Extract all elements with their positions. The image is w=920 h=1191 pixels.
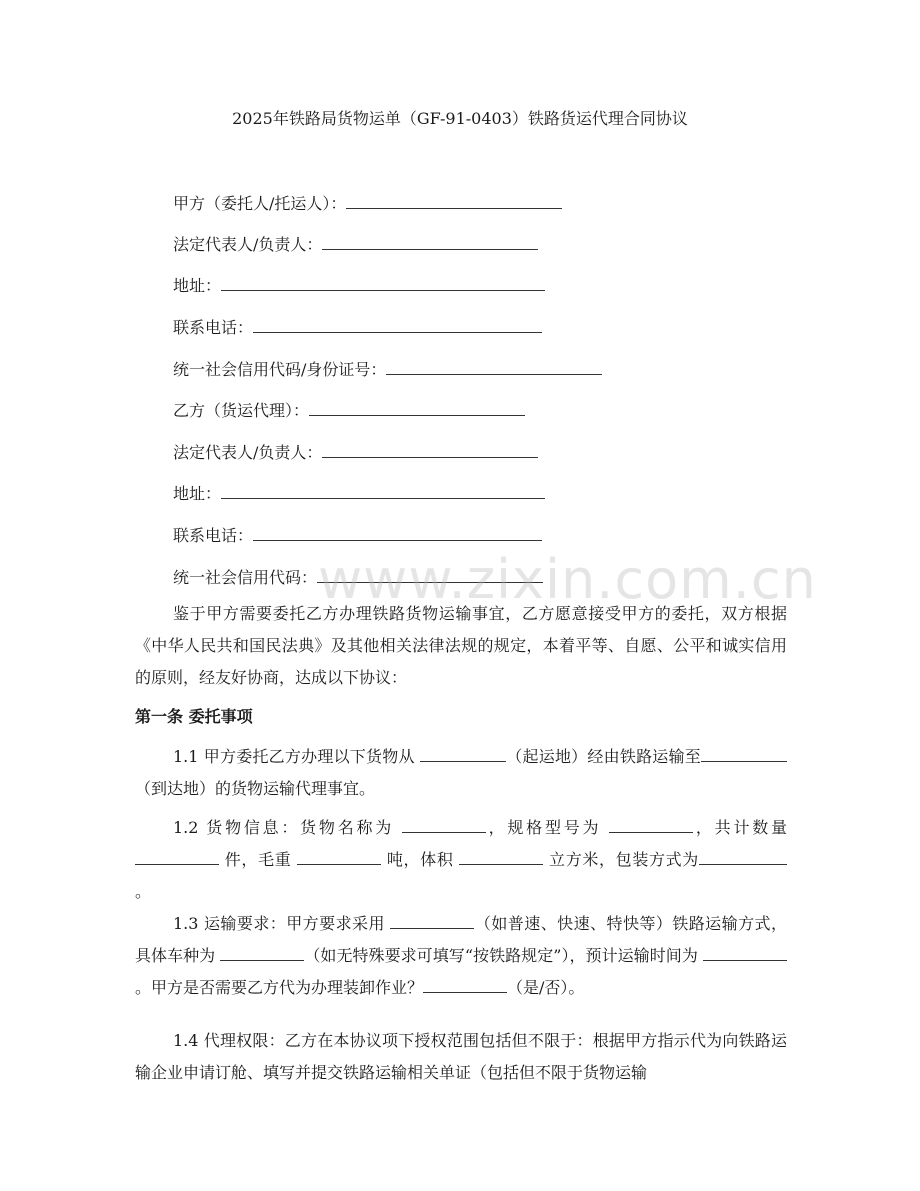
party-b-address-field bbox=[173, 481, 545, 505]
clause-1-3-text-d: 。甲方是否需要乙方代为办理装卸作业？ bbox=[135, 978, 424, 997]
party-b-credit-field bbox=[173, 565, 543, 589]
cargo-name-blank[interactable] bbox=[402, 815, 486, 833]
clause-1-1-text-a: 1.1 甲方委托乙方办理以下货物从 bbox=[173, 747, 421, 766]
party-a-address-field bbox=[173, 273, 545, 297]
party-a-name-blank[interactable] bbox=[346, 191, 562, 209]
party-a-name-label: 甲方（委托人/托运人）： bbox=[173, 194, 347, 213]
party-a-credit-field bbox=[173, 357, 602, 381]
cargo-spec-blank[interactable] bbox=[609, 815, 693, 833]
party-b-credit-label: 统一社会信用代码： bbox=[173, 568, 318, 587]
party-b-name-blank[interactable] bbox=[309, 398, 525, 416]
party-b-rep-field bbox=[173, 440, 538, 464]
clause-1-2-text-a: 1.2 货物信息：货物名称为 bbox=[173, 818, 402, 837]
party-a-credit-label: 统一社会信用代码/身份证号： bbox=[173, 360, 387, 379]
packaging-blank[interactable] bbox=[699, 847, 787, 865]
party-a-credit-blank[interactable] bbox=[386, 357, 602, 375]
party-b-phone-blank[interactable] bbox=[253, 523, 542, 541]
party-a-rep-label: 法定代表人/负责人： bbox=[173, 235, 323, 254]
clause-1-4: 1.4 代理权限：乙方在本协议项下授权范围包括但不限于：根据甲方指示代为向铁路运输企业申请订舱、填写并提交铁路运输相关单证（包括但不限于货物运输 bbox=[135, 1031, 787, 1082]
wagon-type-blank[interactable] bbox=[220, 943, 304, 961]
clause-1-2-text-d: 件，毛重 bbox=[219, 850, 298, 869]
watermark-logo: www.zixin.com.cn bbox=[318, 548, 817, 611]
party-b-phone-field bbox=[173, 523, 542, 547]
party-a-address-blank[interactable] bbox=[221, 273, 545, 291]
party-b-name-label: 乙方（货运代理）： bbox=[173, 401, 310, 420]
party-a-phone-blank[interactable] bbox=[253, 315, 542, 333]
party-a-name-field bbox=[173, 191, 562, 215]
clause-1-3 bbox=[135, 908, 787, 1004]
party-a-address-label: 地址： bbox=[173, 276, 222, 295]
clause-1-2-text-c: ，共计数量 bbox=[693, 818, 787, 837]
destination-blank[interactable] bbox=[701, 744, 787, 762]
origin-blank[interactable] bbox=[420, 744, 506, 762]
preamble-paragraph: 鉴于甲方需要委托乙方办理铁路货物运输事宜，乙方愿意接受甲方的委托，双方根据《中华人民共和国民法典》及其他相关法律法规的规定，本着平等、自愿、公平和诚实信用的原则，经友好协商，达成以下协议： bbox=[135, 604, 787, 687]
party-b-address-label: 地址： bbox=[173, 484, 222, 503]
clause-1-3-text-e: （是/否）。 bbox=[507, 978, 585, 997]
clause-1-1-text-c: （到达地）的货物运输代理事宜。 bbox=[135, 779, 376, 798]
cargo-volume-blank[interactable] bbox=[459, 847, 543, 865]
transport-mode-blank[interactable] bbox=[390, 911, 474, 929]
clause-1-1-text-b: （起运地）经由铁路运输至 bbox=[506, 747, 701, 766]
party-b-credit-blank[interactable] bbox=[317, 565, 543, 583]
clause-1-2-text-b: ，规格型号为 bbox=[485, 818, 610, 837]
clause-1-3-text-a: 1.3 运输要求：甲方要求采用 bbox=[173, 914, 391, 933]
cargo-weight-blank[interactable] bbox=[297, 847, 381, 865]
clause-1-2-text-f: 立方米，包装方式为 bbox=[543, 850, 699, 869]
party-a-rep-field bbox=[173, 232, 538, 256]
party-b-address-blank[interactable] bbox=[221, 481, 545, 499]
party-b-phone-label: 联系电话： bbox=[173, 526, 254, 545]
document-title: 2025年铁路局货物运单（GF-91-0403）铁路货运代理合同协议 bbox=[232, 109, 688, 128]
clause-1-1 bbox=[135, 741, 787, 805]
clause-1-2-text-e: 吨，体积 bbox=[381, 850, 460, 869]
party-a-phone-label: 联系电话： bbox=[173, 318, 254, 337]
cargo-quantity-blank[interactable] bbox=[135, 847, 219, 865]
article-1-heading: 第一条 委托事项 bbox=[135, 707, 253, 726]
party-b-rep-label: 法定代表人/负责人： bbox=[173, 443, 323, 462]
party-a-rep-blank[interactable] bbox=[322, 232, 538, 250]
clause-1-3-text-c: （如无特殊要求可填写“按铁路规定”），预计运输时间为 bbox=[304, 946, 703, 965]
loading-option-blank[interactable] bbox=[423, 975, 507, 993]
clause-1-2 bbox=[135, 812, 787, 908]
clause-1-3-text-b: （如普速、快速、特快等）铁路运输方式，具体车种为 bbox=[135, 914, 787, 965]
transit-time-blank[interactable] bbox=[703, 943, 787, 961]
party-b-name-field bbox=[173, 398, 525, 422]
clause-1-2-text-g: 。 bbox=[135, 882, 152, 901]
party-b-rep-blank[interactable] bbox=[322, 440, 538, 458]
party-a-phone-field bbox=[173, 315, 542, 339]
